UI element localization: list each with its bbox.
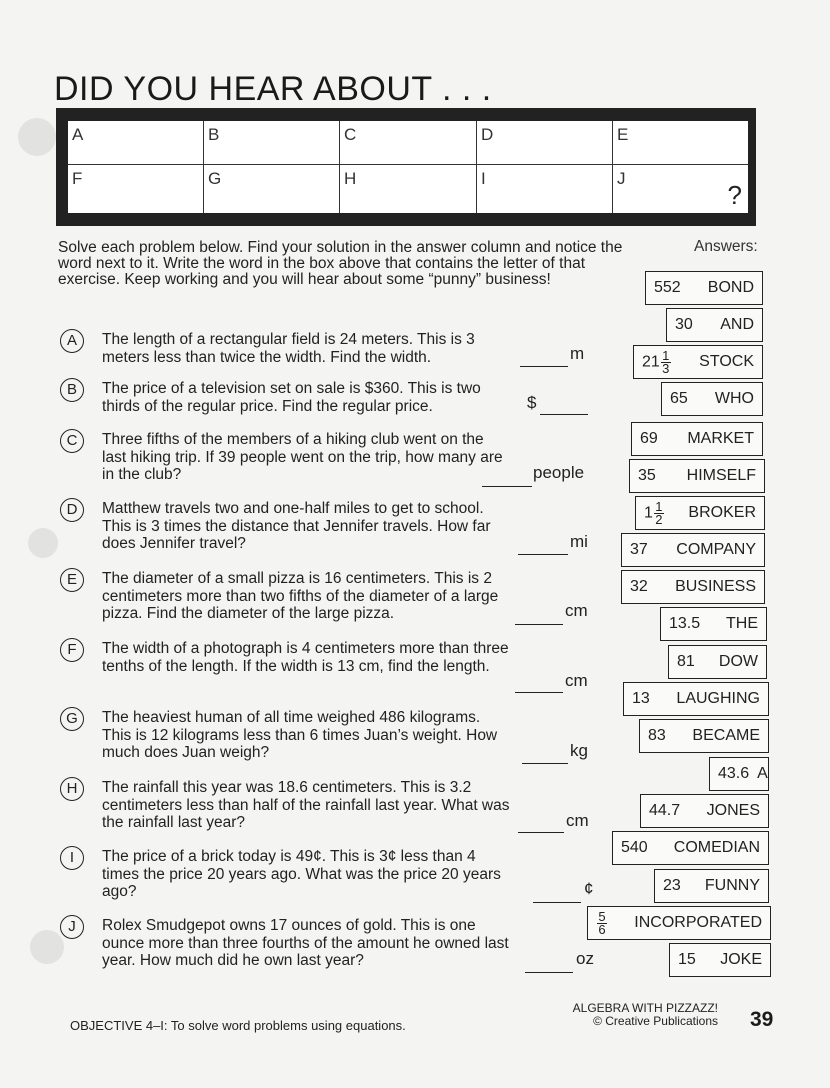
grid-cell-f[interactable]: F	[68, 165, 204, 213]
punch-hole-bottom	[30, 930, 64, 964]
problem-j: J Rolex Smudgepot owns 17 ounces of gold. This is one ounce more than three fourths of the amount he owned last year. How much did he own last year?	[60, 917, 510, 970]
publisher-credit: ALGEBRA WITH PIZZAZZ! © Creative Publications	[572, 1001, 718, 1028]
unit-f: cm	[565, 671, 588, 690]
answer-item: 540 COMEDIAN	[612, 831, 769, 865]
answer-item: 15 JOKE	[669, 943, 771, 977]
page-number: 39	[750, 1008, 774, 1031]
unit-g: kg	[570, 741, 588, 760]
page-title: DID YOU HEAR ABOUT . . .	[54, 70, 492, 108]
problem-e: E The diameter of a small pizza is 16 centimeters. This is 2 centimeters more than two fifths of the diameter of a large pizza. Find the diameter of the large pizza.	[60, 570, 510, 623]
problem-d: D Matthew travels two and one-half miles to get to school. This is 3 times the distance that Jennifer travels. How far does Jennifer travel?	[60, 500, 510, 553]
answer-grid	[68, 121, 748, 213]
problem-a: A The length of a rectangular field is 24 meters. This is 3 meters less than twice the width. Find the width.	[60, 331, 510, 366]
answer-blank-h[interactable]	[518, 832, 564, 833]
punch-hole-top	[18, 118, 56, 156]
problem-g: G The heaviest human of all time weighed 486 kilograms. This is 12 kilograms less than 6 times Juan’s weight. How much does Juan weigh?	[60, 709, 510, 762]
answer-blank-c[interactable]	[482, 486, 532, 487]
unit-d: mi	[570, 532, 588, 551]
answer-item: 35 HIMSELF	[629, 459, 765, 493]
problem-c: C Three fifths of the members of a hiking club went on the last hiking trip. If 39 people went on the trip, how many are in the club?	[60, 431, 510, 484]
grid-cell-g[interactable]: G	[204, 165, 340, 213]
problem-h: H The rainfall this year was 18.6 centimeters. This is 3.2 centimeters less than half of the rainfall last year. What was the rainfall last year?	[60, 779, 510, 832]
answer-item: 37 COMPANY	[621, 533, 765, 567]
grid-cell-e[interactable]: E	[613, 121, 748, 165]
answer-item: 32 BUSINESS	[621, 570, 765, 604]
punch-hole-middle	[28, 528, 58, 558]
answer-item: 30 AND	[666, 308, 763, 342]
unit-i: ¢	[584, 879, 594, 898]
answer-item: 1 $\frac{1}{2}$ BROKER	[635, 496, 765, 530]
grid-cell-c[interactable]: C	[340, 121, 477, 165]
answer-blank-g[interactable]	[522, 763, 568, 764]
answer-blank-b[interactable]	[540, 414, 588, 415]
grid-cell-b[interactable]: B	[204, 121, 340, 165]
answer-blank-j[interactable]	[525, 972, 573, 973]
question-mark: ?	[727, 180, 742, 210]
unit-c: people	[533, 463, 585, 482]
answer-blank-f[interactable]	[515, 692, 563, 693]
answer-item: 43.6 A	[709, 757, 769, 791]
unit-j: oz	[576, 949, 594, 968]
answer-blank-e[interactable]	[515, 624, 563, 625]
instructions: Solve each problem below. Find your solution in the answer column and notice the word next to it. Write the word in the box above that contains the letter of that exercise. Keep working and you will hear about some “punny” business!	[58, 239, 623, 288]
grid-cell-h[interactable]: H	[340, 165, 477, 213]
answer-blank-a[interactable]	[520, 366, 568, 367]
grid-cell-a[interactable]: A	[68, 121, 204, 165]
answer-blank-d[interactable]	[518, 554, 568, 555]
answer-item: 552 BOND	[645, 271, 763, 305]
answer-item: 81 DOW	[668, 645, 767, 679]
grid-cell-j[interactable]: J ?	[617, 169, 742, 210]
answer-item: 44.7 JONES	[640, 794, 769, 828]
grid-cell-d[interactable]: D	[477, 121, 613, 165]
answer-item: 83 BECAME	[639, 719, 769, 753]
grid-cell-i[interactable]: I	[477, 165, 613, 213]
answer-item: 13.5 THE	[660, 607, 767, 641]
unit-e: cm	[565, 601, 588, 620]
answer-item: 23 FUNNY	[654, 869, 769, 903]
unit-h: cm	[566, 811, 589, 830]
answer-item: 13 LAUGHING	[623, 682, 769, 716]
answer-blank-i[interactable]	[533, 902, 581, 903]
answer-item: $\frac{5}{6}$ INCORPORATED	[587, 906, 771, 940]
answers-heading: Answers:	[694, 238, 758, 255]
answer-item: 65 WHO	[661, 382, 763, 416]
problem-b: B The price of a television set on sale is $360. This is two thirds of the regular price. Find the regular price.	[60, 380, 510, 415]
unit-b: $	[527, 393, 537, 412]
unit-a: m	[570, 344, 585, 363]
answer-item: 21 $\frac{1}{3}$ STOCK	[633, 345, 763, 379]
objective-text: OBJECTIVE 4–I: To solve word problems using equations.	[70, 1018, 406, 1033]
problem-f: F The width of a photograph is 4 centimeters more than three tenths of the length. If the width is 13 cm, find the length.	[60, 640, 510, 675]
answer-item: 69 MARKET	[631, 422, 763, 456]
problem-i: I The price of a brick today is 49¢. This is 3¢ less than 4 times the price 20 years ago. What was the price 20 years ago?	[60, 848, 510, 901]
